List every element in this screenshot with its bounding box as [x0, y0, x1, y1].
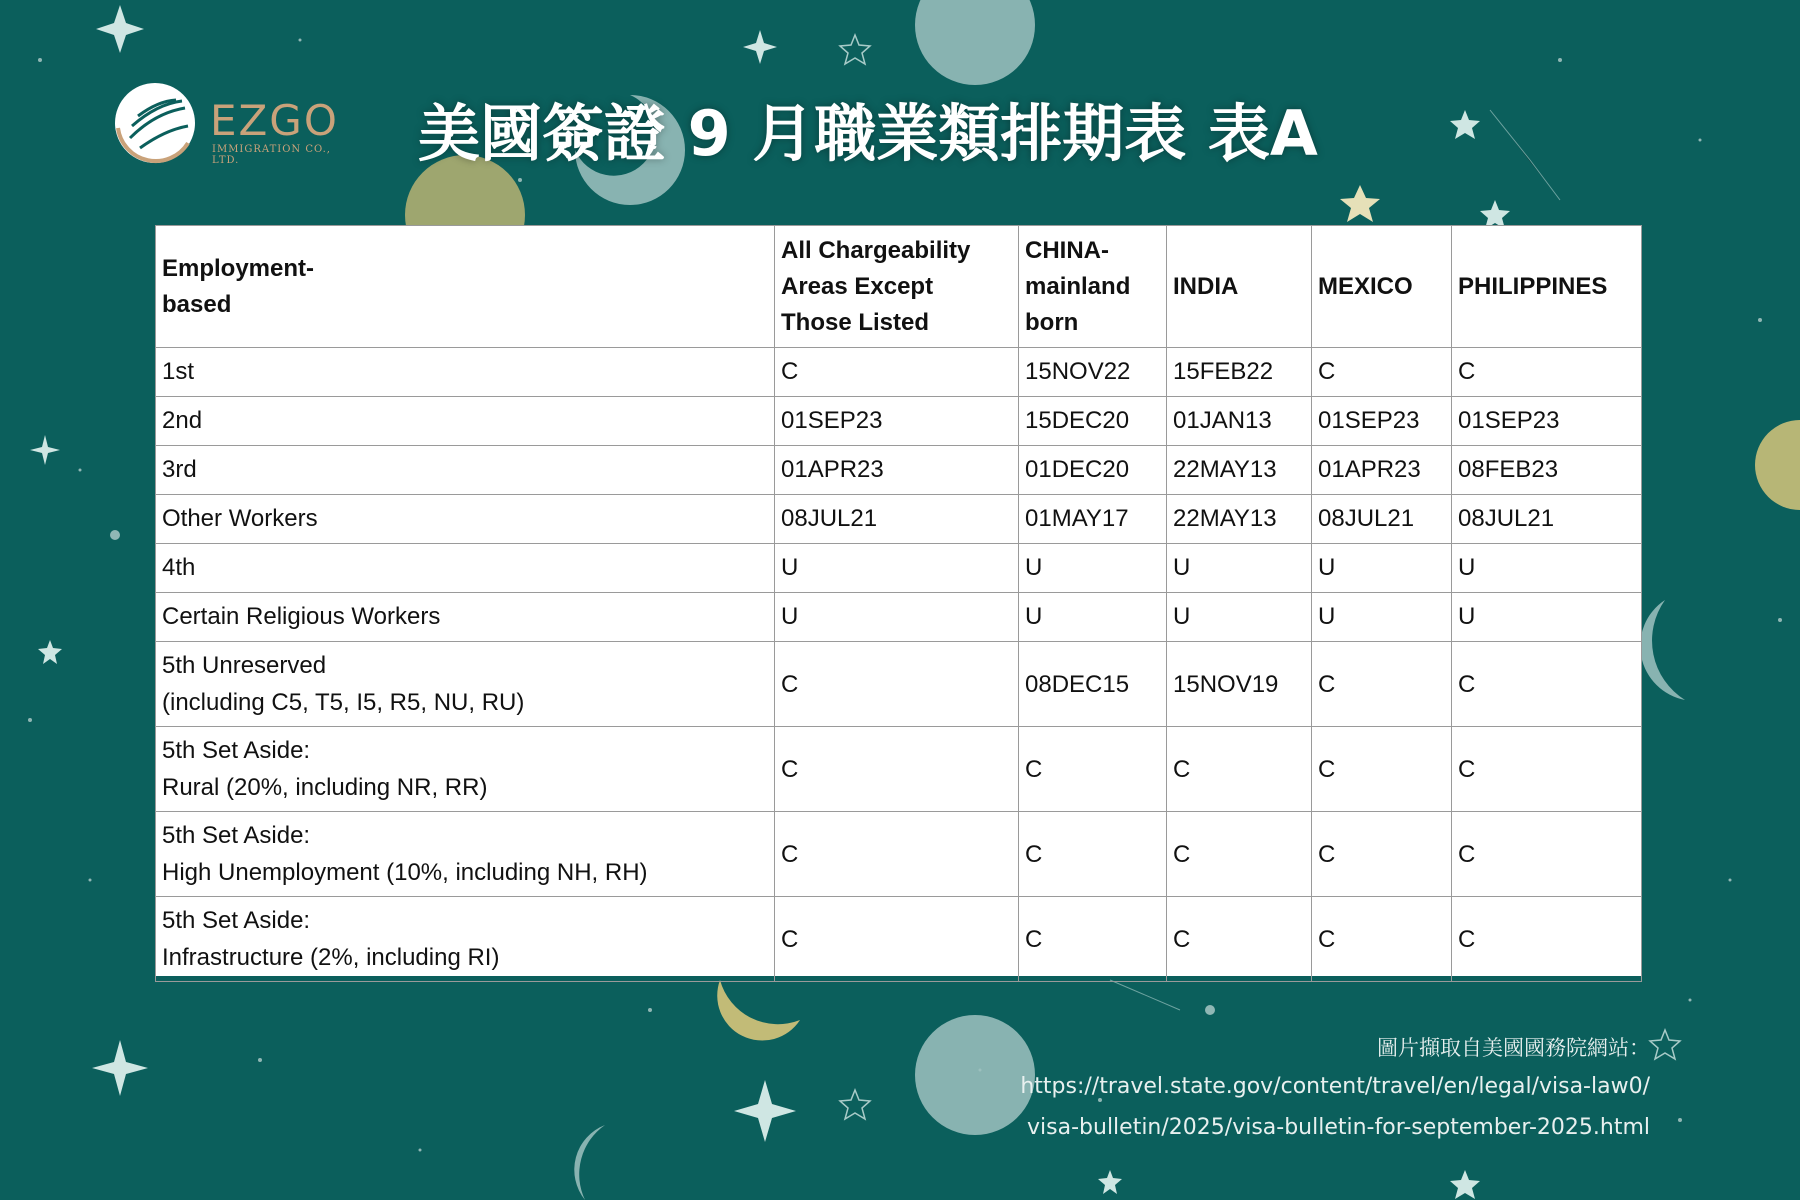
cell-mexico: U — [1312, 593, 1452, 642]
cell-philippines: 08JUL21 — [1452, 495, 1642, 544]
employment-based-table — [155, 225, 1642, 982]
source-label: 圖片擷取自美國國務院網站： — [1377, 1036, 1650, 1060]
cell-india: 01JAN13 — [1167, 397, 1312, 446]
table-row — [156, 727, 1642, 812]
cell-india: 15FEB22 — [1167, 348, 1312, 397]
row-category: 5th Unreserved (including C5, T5, I5, R5, NU, RU) — [156, 642, 775, 727]
header-philippines: PHILIPPINES — [1452, 226, 1642, 348]
row-category: 2nd — [156, 397, 775, 446]
cell-india: C — [1167, 812, 1312, 897]
cell-philippines: 08FEB23 — [1452, 446, 1642, 495]
table-row — [156, 897, 1642, 982]
cell-all-chargeability: 08JUL21 — [775, 495, 1019, 544]
cell-china: 15DEC20 — [1019, 397, 1167, 446]
cell-india: 22MAY13 — [1167, 495, 1312, 544]
cell-all-chargeability: C — [775, 897, 1019, 982]
cell-all-chargeability: C — [775, 642, 1019, 727]
cell-mexico: U — [1312, 544, 1452, 593]
cell-india: 15NOV19 — [1167, 642, 1312, 727]
table-row — [156, 495, 1642, 544]
row-category: 5th Set Aside: Rural (20%, including NR, RR) — [156, 727, 775, 812]
cell-all-chargeability: 01SEP23 — [775, 397, 1019, 446]
table-row — [156, 348, 1642, 397]
cell-india: U — [1167, 544, 1312, 593]
table-header-row — [156, 226, 1642, 348]
row-category: 1st — [156, 348, 775, 397]
cell-india: C — [1167, 897, 1312, 982]
cell-china: U — [1019, 593, 1167, 642]
cell-mexico: C — [1312, 348, 1452, 397]
row-category: 3rd — [156, 446, 775, 495]
cell-india: 22MAY13 — [1167, 446, 1312, 495]
cell-mexico: 01APR23 — [1312, 446, 1452, 495]
cell-philippines: U — [1452, 593, 1642, 642]
cell-philippines: C — [1452, 897, 1642, 982]
header-india: INDIA — [1167, 226, 1312, 348]
cell-philippines: C — [1452, 348, 1642, 397]
cell-mexico: 01SEP23 — [1312, 397, 1452, 446]
row-category: Other Workers — [156, 495, 775, 544]
cell-all-chargeability: 01APR23 — [775, 446, 1019, 495]
row-category: Certain Religious Workers — [156, 593, 775, 642]
cell-all-chargeability: U — [775, 593, 1019, 642]
header-all-chargeability: All Chargeability Areas Except Those Listed — [775, 226, 1019, 348]
row-category: 4th — [156, 544, 775, 593]
cell-china: 08DEC15 — [1019, 642, 1167, 727]
header-employment-based: Employment- based — [156, 226, 775, 348]
cell-china: C — [1019, 897, 1167, 982]
cell-china: C — [1019, 727, 1167, 812]
header-china: CHINA- mainland born — [1019, 226, 1167, 348]
brand-logo — [110, 78, 360, 168]
cell-china: U — [1019, 544, 1167, 593]
row-category: 5th Set Aside: Infrastructure (2%, including RI) — [156, 897, 775, 982]
cell-mexico: C — [1312, 812, 1452, 897]
cell-all-chargeability: C — [775, 348, 1019, 397]
source-url-line-2[interactable]: visa-bulletin/2025/visa-bulletin-for-september-2025.html — [1027, 1115, 1650, 1140]
cell-mexico: 08JUL21 — [1312, 495, 1452, 544]
cell-philippines: C — [1452, 727, 1642, 812]
cell-india: U — [1167, 593, 1312, 642]
cell-all-chargeability: C — [775, 812, 1019, 897]
brand-tagline: IMMIGRATION CO., LTD. — [212, 144, 331, 166]
source-url-line-1[interactable]: https://travel.state.gov/content/travel/en/legal/visa-law0/ — [1020, 1074, 1650, 1099]
table-row — [156, 593, 1642, 642]
table-row — [156, 544, 1642, 593]
cell-china: 01DEC20 — [1019, 446, 1167, 495]
page-title: 美國簽證 9 月職業類排期表 表A — [418, 97, 1318, 170]
cell-all-chargeability: C — [775, 727, 1019, 812]
visa-bulletin-table — [155, 225, 1641, 976]
cell-philippines: C — [1452, 812, 1642, 897]
table-row — [156, 446, 1642, 495]
ezgo-swirl-logo-icon — [110, 78, 200, 168]
cell-philippines: U — [1452, 544, 1642, 593]
cell-all-chargeability: U — [775, 544, 1019, 593]
cell-philippines: C — [1452, 642, 1642, 727]
row-category: 5th Set Aside: High Unemployment (10%, including NH, RH) — [156, 812, 775, 897]
source-caption — [890, 1030, 1650, 1148]
cell-mexico: C — [1312, 642, 1452, 727]
cell-china: 01MAY17 — [1019, 495, 1167, 544]
header-mexico: MEXICO — [1312, 226, 1452, 348]
cell-philippines: 01SEP23 — [1452, 397, 1642, 446]
cell-mexico: C — [1312, 897, 1452, 982]
table-row — [156, 812, 1642, 897]
brand-name: EZGO — [210, 96, 339, 145]
cell-india: C — [1167, 727, 1312, 812]
cell-mexico: C — [1312, 727, 1452, 812]
cell-china: C — [1019, 812, 1167, 897]
table-row — [156, 397, 1642, 446]
table-row — [156, 642, 1642, 727]
cell-china: 15NOV22 — [1019, 348, 1167, 397]
